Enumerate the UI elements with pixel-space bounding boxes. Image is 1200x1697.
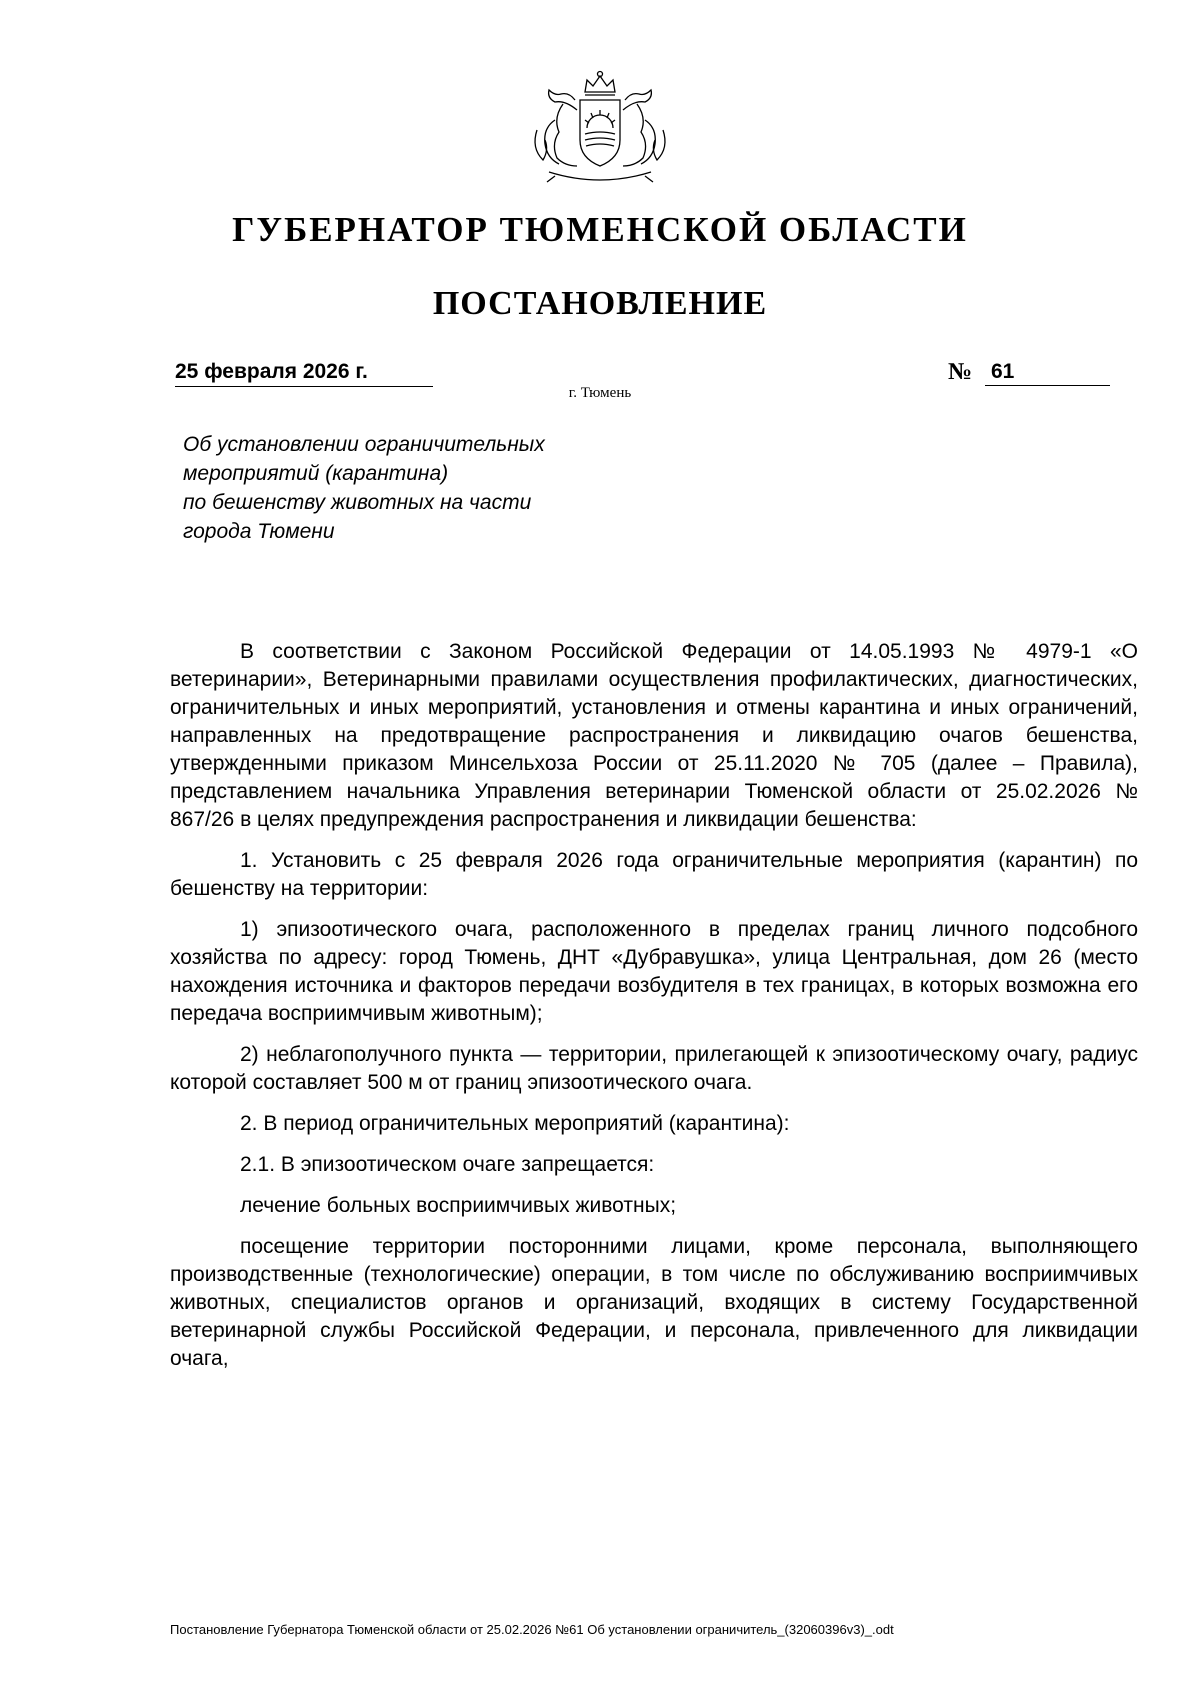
subject-line: мероприятий (карантина) <box>183 462 449 485</box>
authority-title: ГУБЕРНАТОР ТЮМЕНСКОЙ ОБЛАСТИ <box>232 210 968 249</box>
subject-line: города Тюмени <box>183 520 335 543</box>
body-paragraph: 1. Установить с 25 февраля 2026 года ограничительные мероприятия (карантин) по бешенству на территории: <box>170 849 1138 900</box>
coat-of-arms-icon <box>525 70 675 190</box>
body-paragraph: лечение больных восприимчивых животных; <box>240 1194 677 1217</box>
body-paragraph: В соответствии с Законом Российской Федерации от 14.05.1993 № 4979-1 «О ветеринарии», Ветеринарными правилами осуществления профилактических, диагностических, ограничительных и иных мероприятий, установления и отмены карантина и иных ограничений, направленных на предотвращение распространения и ликвидацию очагов бешенства, утвержденными приказом Минсельхоза России от 25.11.2020 № 705 (далее – Правила), представлением начальника Управления ветеринарии Тюменской области от 25.02.2026 № 867/26 в целях предупреждения распространения и ликвидации бешенства: <box>170 640 1138 831</box>
subject-line: Об установлении ограничительных <box>183 433 545 456</box>
city: г. Тюмень <box>568 385 632 401</box>
body-paragraph: 1) эпизоотического очага, расположенного в пределах границ личного подсобного хозяйства по адресу: город Тюмень, ДНТ «Дубравушка», улица Центральная, дом 26 (место нахождения источника и факторов передачи возбудителя в тех границах, в которых возможна его передача восприимчивым животным); <box>170 918 1138 1025</box>
document-body <box>170 638 1138 1373</box>
document-number: 61 <box>985 358 1110 386</box>
document-date: 25 февраля 2026 г. <box>175 358 433 387</box>
body-paragraph: 2. В период ограничительных мероприятий (карантина): <box>240 1112 790 1135</box>
page-footer: Постановление Губернатора Тюменской области от 25.02.2026 №61 Об установлении ограничитель_(32060396v3)_.odt <box>170 1622 894 1637</box>
subject-line: по бешенству животных на части <box>183 491 532 514</box>
body-paragraph: 2.1. В эпизоотическом очаге запрещается: <box>240 1153 655 1176</box>
document-subject <box>183 430 683 546</box>
document-type: ПОСТАНОВЛЕНИЕ <box>432 285 768 322</box>
number-sign: № <box>948 359 973 385</box>
body-paragraph: посещение территории посторонними лицами, кроме персонала, выполняющего производственные (технологические) операции, в том числе по обслуживанию восприимчивых животных, специалистов органов и организаций, входящих в систему Государственной ветеринарной службы Российской Федерации, и персонала, привлеченного для ликвидации очага, <box>170 1235 1138 1370</box>
body-paragraph: 2) неблагополучного пункта — территории, прилегающей к эпизоотическому очагу, радиус которой составляет 500 м от границ эпизоотического очага. <box>170 1043 1138 1094</box>
